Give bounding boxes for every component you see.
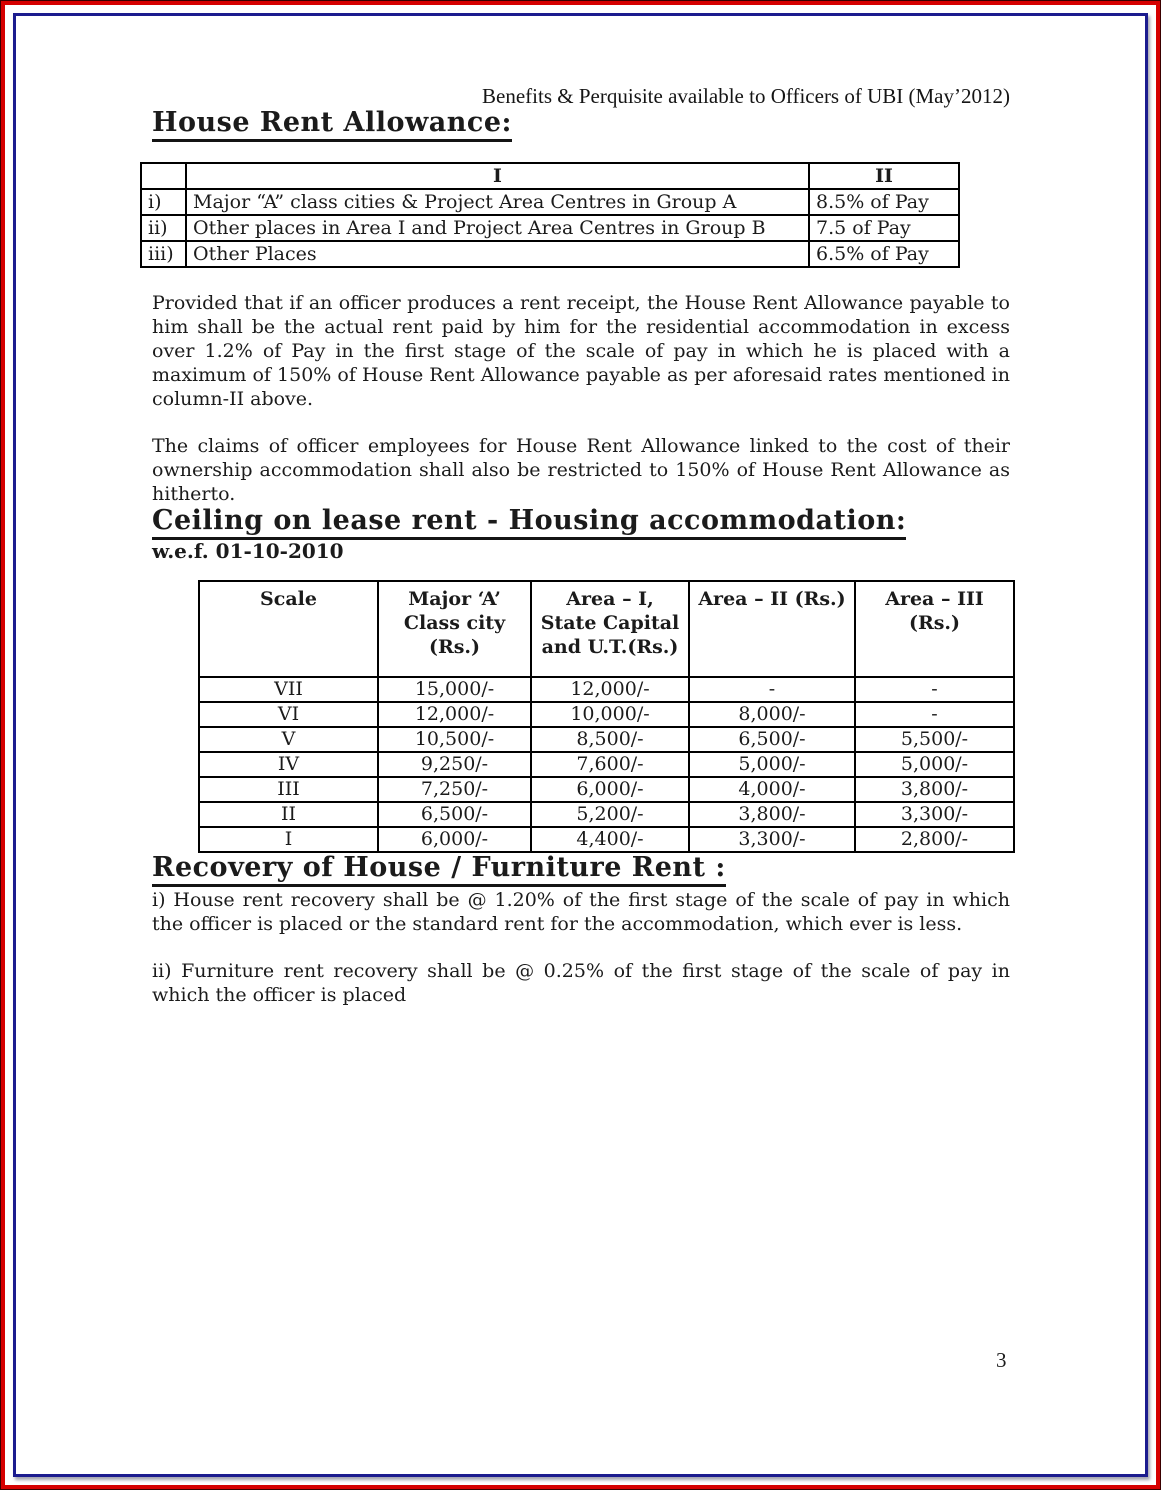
hra-table-row: [141, 189, 959, 215]
ceiling-cell: 6,500/-: [689, 727, 855, 752]
ceiling-cell: 10,500/-: [378, 727, 531, 752]
hra-table-row: [141, 215, 959, 241]
ceiling-cell: 3,800/-: [855, 777, 1014, 802]
recovery-section-heading: [152, 853, 1010, 883]
ceiling-cell: III: [199, 777, 378, 802]
hra-table-header-row: [141, 163, 959, 189]
ceiling-cell: 10,000/-: [531, 702, 689, 727]
hra-paragraph-2: The claims of officer employees for House Rent Allowance linked to the cost of their ownership accommodation shall also be restricted to 150% of House Rent Allowance as hitherto.: [152, 435, 1010, 505]
hra-header-col-1: I: [186, 163, 809, 189]
hra-row-index: iii): [141, 241, 186, 267]
ceiling-cell: -: [689, 677, 855, 702]
page-content: [148, 0, 1010, 1007]
hra-header-blank: [141, 163, 186, 189]
ceiling-header-major-a: Major ‘A’ Class city (Rs.): [378, 581, 531, 677]
hra-header-col-2: II: [809, 163, 959, 189]
ceiling-cell: -: [855, 702, 1014, 727]
hra-row-rate: 7.5 of Pay: [809, 215, 959, 241]
ceiling-table-row: [199, 777, 1014, 802]
ceiling-cell: 7,250/-: [378, 777, 531, 802]
ceiling-cell: 12,000/-: [378, 702, 531, 727]
ceiling-cell: V: [199, 727, 378, 752]
ceiling-cell: VI: [199, 702, 378, 727]
hra-row-description: Other places in Area I and Project Area Centres in Group B: [186, 215, 809, 241]
hra-row-rate: 8.5% of Pay: [809, 189, 959, 215]
ceiling-cell: 5,200/-: [531, 802, 689, 827]
ceiling-cell: 15,000/-: [378, 677, 531, 702]
ceiling-cell: 6,000/-: [378, 827, 531, 852]
ceiling-section-heading-text: Ceiling on lease rent - Housing accommodation:: [152, 505, 906, 540]
hra-row-index: ii): [141, 215, 186, 241]
ceiling-cell: 8,500/-: [531, 727, 689, 752]
ceiling-table-row: [199, 752, 1014, 777]
ceiling-cell: 5,500/-: [855, 727, 1014, 752]
document-header: Benefits & Perquisite available to Officers of UBI (May’2012): [482, 84, 1010, 108]
ceiling-header-area-3: Area – III (Rs.): [855, 581, 1014, 677]
hra-row-rate: 6.5% of Pay: [809, 241, 959, 267]
hra-row-description: Major “A” class cities & Project Area Centres in Group A: [186, 189, 809, 215]
ceiling-cell: 5,000/-: [689, 752, 855, 777]
ceiling-effective-date: w.e.f. 01-10-2010: [152, 539, 344, 563]
page-number: 3: [996, 1348, 1007, 1372]
ceiling-cell: 3,800/-: [689, 802, 855, 827]
hra-row-index: i): [141, 189, 186, 215]
ceiling-table-row: [199, 802, 1014, 827]
ceiling-cell: IV: [199, 752, 378, 777]
ceiling-table-row: [199, 677, 1014, 702]
ceiling-section-heading: [152, 506, 1010, 536]
ceiling-cell: 9,250/-: [378, 752, 531, 777]
recovery-item-2: ii) Furniture rent recovery shall be @ 0.25% of the first stage of the scale of pay in which the officer is placed: [152, 960, 1010, 1006]
ceiling-cell: 5,000/-: [855, 752, 1014, 777]
ceiling-table-row: [199, 702, 1014, 727]
ceiling-cell: 4,400/-: [531, 827, 689, 852]
recovery-item-1: i) House rent recovery shall be @ 1.20% of the first stage of the scale of pay in which the officer is placed or the standard rent for the accommodation, which ever is less.: [152, 889, 1010, 935]
hra-table-row: [141, 241, 959, 267]
ceiling-cell: 3,300/-: [689, 827, 855, 852]
ceiling-cell: 6,500/-: [378, 802, 531, 827]
ceiling-table-header-row: [199, 581, 1014, 677]
ceiling-cell: 3,300/-: [855, 802, 1014, 827]
ceiling-header-area-2: Area – II (Rs.): [689, 581, 855, 677]
ceiling-cell: 8,000/-: [689, 702, 855, 727]
ceiling-cell: VII: [199, 677, 378, 702]
hra-section-heading-text: House Rent Allowance:: [152, 107, 512, 142]
ceiling-cell: 12,000/-: [531, 677, 689, 702]
ceiling-cell: -: [855, 677, 1014, 702]
ceiling-cell: 4,000/-: [689, 777, 855, 802]
hra-section-heading: [152, 108, 1010, 138]
ceiling-table-row: [199, 827, 1014, 852]
hra-table: [140, 162, 960, 268]
ceiling-table-row: [199, 727, 1014, 752]
ceiling-cell: II: [199, 802, 378, 827]
ceiling-cell: 2,800/-: [855, 827, 1014, 852]
hra-row-description: Other Places: [186, 241, 809, 267]
ceiling-header-scale: Scale: [199, 581, 378, 677]
ceiling-header-area-1: Area – I, State Capital and U.T.(Rs.): [531, 581, 689, 677]
ceiling-table: [198, 580, 1015, 853]
ceiling-cell: 6,000/-: [531, 777, 689, 802]
hra-paragraph-1: Provided that if an officer produces a rent receipt, the House Rent Allowance payable to him shall be the actual rent paid by him for the residential accommodation in excess over 1.2% of Pay in the first stage of the scale of pay in which he is placed with a maximum of 150% of House Rent Allowance payable as per aforesaid rates mentioned in column-II above.: [152, 292, 1010, 410]
recovery-section-heading-text: Recovery of House / Furniture Rent :: [152, 852, 726, 887]
ceiling-cell: I: [199, 827, 378, 852]
ceiling-cell: 7,600/-: [531, 752, 689, 777]
